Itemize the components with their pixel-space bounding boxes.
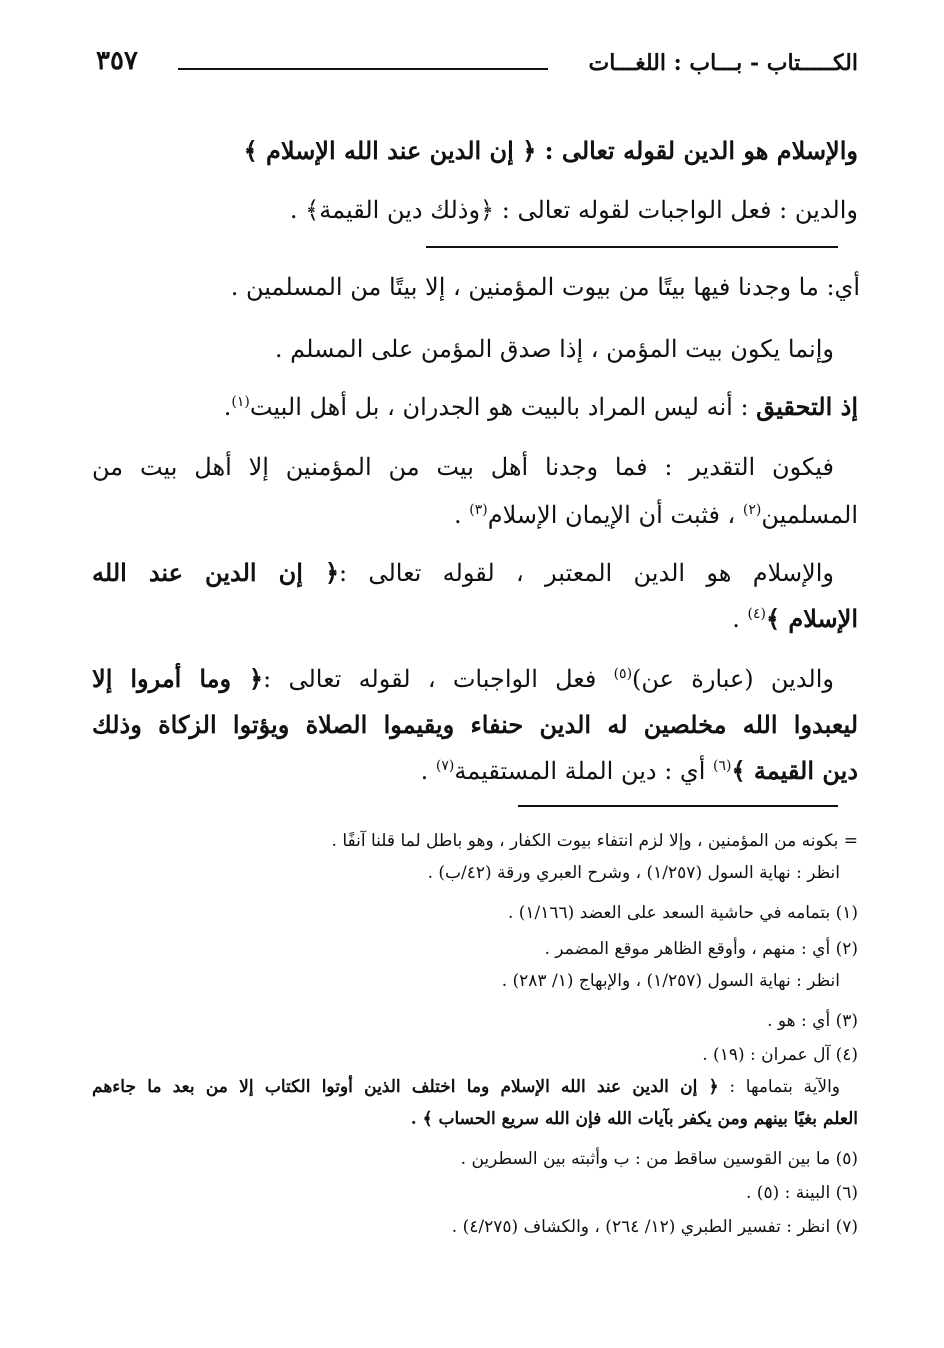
- quran-quote: ﴿ وما أمروا إلا: [92, 664, 264, 693]
- body-line-10: [92, 664, 834, 694]
- quran-quote: الإسلام ﴾: [765, 604, 858, 633]
- text-end: .: [420, 757, 436, 785]
- footnote-2-ref: انظر : نهاية السول (١/٢٥٧) ، والإبهاج (١/ ٢٨٣) .: [501, 971, 840, 991]
- footnote-1: (١) بتمامه في حاشية السعد على العضد (١/١٦٦) .: [507, 903, 858, 923]
- body-line-4: [275, 334, 834, 364]
- footnote-ref-3: (٣): [469, 502, 488, 518]
- header-rule: [178, 68, 548, 70]
- footnote-continued-ref: انظر : نهاية السول (١/٢٥٧) ، وشرح العبري ورقة (٤٢/ب) .: [427, 863, 840, 883]
- body-line-3: [231, 272, 860, 302]
- quran-quote: ﴿ إن الدين عند الله الإسلام وما اختلف الذين أوتوا الكتاب إلا من بعد ما جاءهم: [92, 1077, 719, 1097]
- bold-term: إذ التحقيق: [756, 392, 858, 421]
- quran-quote: دين القيمة ﴾: [731, 756, 858, 785]
- footnote-ref-7: (٧): [435, 758, 455, 774]
- footnote-ref-2: (٢): [742, 502, 762, 518]
- footnote-ref-6: (٦): [713, 758, 732, 774]
- section-rule: [426, 246, 838, 248]
- text: فيكون التقدير : فما وجدنا أهل بيت من المؤمنين إلا أهل بيت من: [92, 453, 834, 481]
- text: والدين : فعل الواجبات لقوله تعالى : ﴿وذلك دين القيمة﴾ .: [289, 196, 858, 224]
- footnote-continued: = بكونه من المؤمنين ، وإلا لزم انتفاء بيوت الكفار ، وهو باطل لما قلنا آنفًا .: [331, 831, 858, 851]
- footnote-ref-4: (٤): [747, 606, 766, 622]
- text: والإسلام هو الدين لقوله تعالى : ﴿ إن الدين عند الله الإسلام ﴾: [243, 136, 858, 165]
- text: فعل الواجبات ، لقوله تعالى :: [263, 665, 614, 693]
- footnote-2: (٢) أي : منهم ، وأوقع الظاهر موقع المضمر .: [544, 939, 858, 959]
- body-line-5: [224, 392, 858, 422]
- text-end: .: [223, 393, 232, 421]
- text: والآية بتمامها :: [729, 1077, 841, 1097]
- text: وإنما يكون بيت المؤمن ، إذا صدق المؤمن على المسلم .: [274, 335, 834, 363]
- body-line-6: [92, 452, 834, 482]
- page-number: ٣٥٧: [96, 46, 138, 76]
- footnote-ref-5: (٥): [613, 666, 633, 682]
- footnote-4-verse: [92, 1076, 840, 1098]
- footnote-6: (٦) البينة : (٥) .: [746, 1183, 858, 1203]
- footnote-rule: [518, 805, 838, 807]
- text: : أنه ليس المراد بالبيت هو الجدران ، بل أهل البيت: [249, 393, 757, 421]
- body-line-8: [92, 558, 834, 588]
- quran-quote: ليعبدوا الله مخلصين له الدين حنفاء ويقيموا الصلاة ويؤتوا الزكاة وذلك: [92, 710, 858, 739]
- text: ، فثبت أن الإيمان الإسلام: [487, 501, 743, 529]
- body-line-2: [290, 195, 858, 225]
- text: أي : دين الملة المستقيمة: [454, 757, 714, 785]
- text: أي: ما وجدنا فيها بيتًا من بيوت المؤمنين ، إلا بيتًا من المسلمين .: [230, 273, 860, 301]
- body-line-7: [454, 500, 858, 530]
- body-line-1: [244, 136, 858, 166]
- footnote-7: (٧) انظر : تفسير الطبري (١٢/ ٢٦٤) ، والكشاف (٤/٢٧٥) .: [451, 1217, 858, 1237]
- text: المسلمين: [761, 501, 858, 529]
- text-end: .: [732, 605, 748, 633]
- footnote-5: (٥) ما بين القوسين ساقط من : ب وأثبته بين السطرين .: [460, 1149, 858, 1169]
- footnote-ref-1: (١): [231, 394, 250, 410]
- text: والإسلام هو الدين المعتبر ، لقوله تعالى :: [339, 559, 834, 587]
- footnote-4-verse-cont: العلم بغيًا بينهم ومن يكفر بآيات الله فإن الله سريع الحساب ﴾ .: [410, 1109, 858, 1129]
- text-end: .: [453, 501, 470, 529]
- body-line-9: [732, 604, 858, 634]
- text: والدين (عبارة عن): [632, 665, 835, 693]
- footnote-3: (٣) أي : هو .: [767, 1011, 858, 1031]
- footnote-4: (٤) آل عمران : (١٩) .: [702, 1045, 858, 1065]
- quran-quote: ﴿ إن الدين عند الله: [92, 558, 340, 587]
- body-line-11: [92, 710, 858, 740]
- running-head: الكـــــتاب - بـــاب : اللغـــات: [588, 50, 858, 76]
- body-line-12: [421, 756, 858, 786]
